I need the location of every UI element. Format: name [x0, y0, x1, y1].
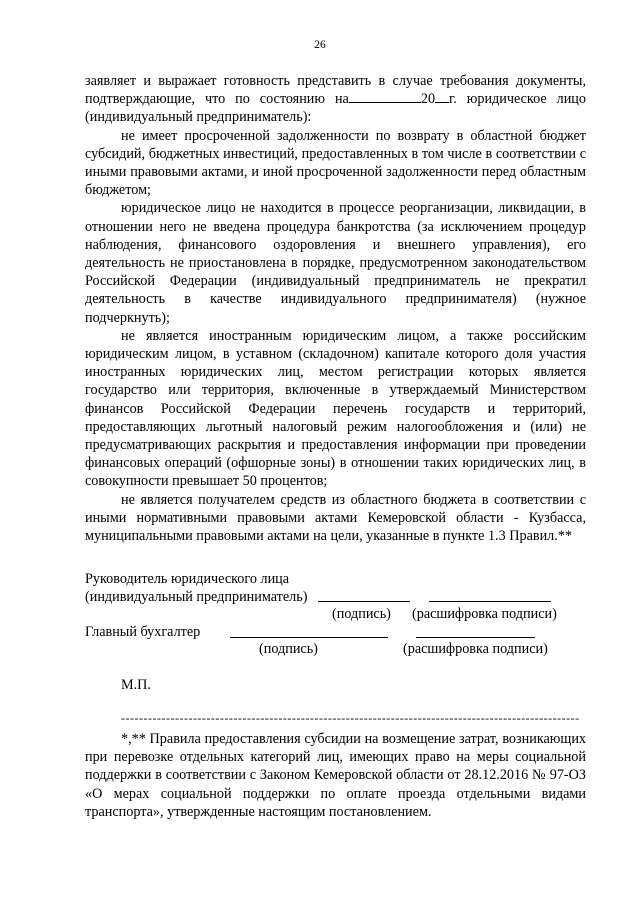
footnote-separator: ------------------------------------------------------------------------------------------------------: [121, 712, 580, 724]
accountant-label: Главный бухгалтер: [85, 624, 201, 640]
paragraph-not-foreign: не является иностранным юридическим лицом, а также российским юридическим лицом, в уставном (складочном) капитале которого доля участия иностранных юридических лиц, местом регистрации которых является государство или территория, включенные в утверждаемый Министерством финансов Российской Федерации перечень государств и территорий, предоставляющих льготный налоговый режим налогообложения и (или) не предусматривающих раскрытия и предоставления информации при проведении финансовых операций (офшорные зоны) в отношении таких юридических лиц, в совокупности превышает 50 процентов;: [85, 327, 586, 490]
head-sign-caption: (подпись): [332, 606, 391, 622]
paragraph-readiness: [85, 72, 586, 127]
paragraph-no-debt: не имеет просроченной задолженности по возврату в областной бюджет субсидий, бюджетных инвестиций, предоставленных в том числе в соответствии с иными правовыми актами, и иной просроченной задолженности перед областным бюджетом;: [85, 127, 586, 199]
stamp-placeholder: М.П.: [121, 677, 151, 693]
paragraph-no-reorganization: юридическое лицо не находится в процессе реорганизации, ликвидации, в отношении него не введена процедура банкротства (за исключением процедур наблюдения, финансового оздоровления и внешнего управления), его деятельность не приостановлена в порядке, предусмотренном законодательством Российской Федерации (индивидуальный предприниматель не прекратил деятельность в качестве индивидуального предпринимателя) (нужное подчеркнуть);: [85, 200, 586, 326]
footnote: [85, 730, 586, 821]
date-blank: [349, 90, 421, 103]
paragraph-readiness-text-end: г. юридическое лицо (индивидуальный предприниматель):: [85, 91, 586, 126]
head-label-line1: Руководитель юридического лица: [85, 571, 290, 587]
accountant-decode-caption: (расшифровка подписи): [403, 641, 548, 657]
page-number: 26: [314, 39, 326, 51]
head-sign-line[interactable]: [318, 601, 410, 602]
year-blank: [435, 90, 449, 103]
head-decode-caption: (расшифровка подписи): [412, 606, 557, 622]
accountant-sign-line[interactable]: [230, 637, 388, 638]
paragraph-readiness-text-start: заявляет и выражает готовность представить в случае требования документы, подтверждающие, что по состоянию на: [85, 73, 586, 108]
accountant-sign-caption: (подпись): [259, 641, 318, 657]
year-prefix: 20: [420, 91, 436, 108]
paragraph-not-recipient: не является получателем средств из областного бюджета в соответствии с иными нормативными правовыми актами Кемеровской области - Кузбасса, муниципальными правовыми актами на цели, указанные в пункте 1.3 Правил.**: [85, 491, 586, 545]
declaration-body: [85, 72, 586, 545]
head-label-line2: (индивидуальный предприниматель): [85, 589, 308, 605]
footnote-text: *,** Правила предоставления субсидии на возмещение затрат, возникающих при перевозке отдельных категорий лиц, имеющих право на меры социальной поддержки в соответствии с Законом Кемеровской области от 28.12.2016 № 97-ОЗ «О мерах социальной поддержки по оплате проезда отдельными видами транспорта», утвержденные настоящим постановлением.: [85, 731, 586, 820]
head-decode-line[interactable]: [429, 601, 551, 602]
accountant-decode-line[interactable]: [416, 637, 535, 638]
